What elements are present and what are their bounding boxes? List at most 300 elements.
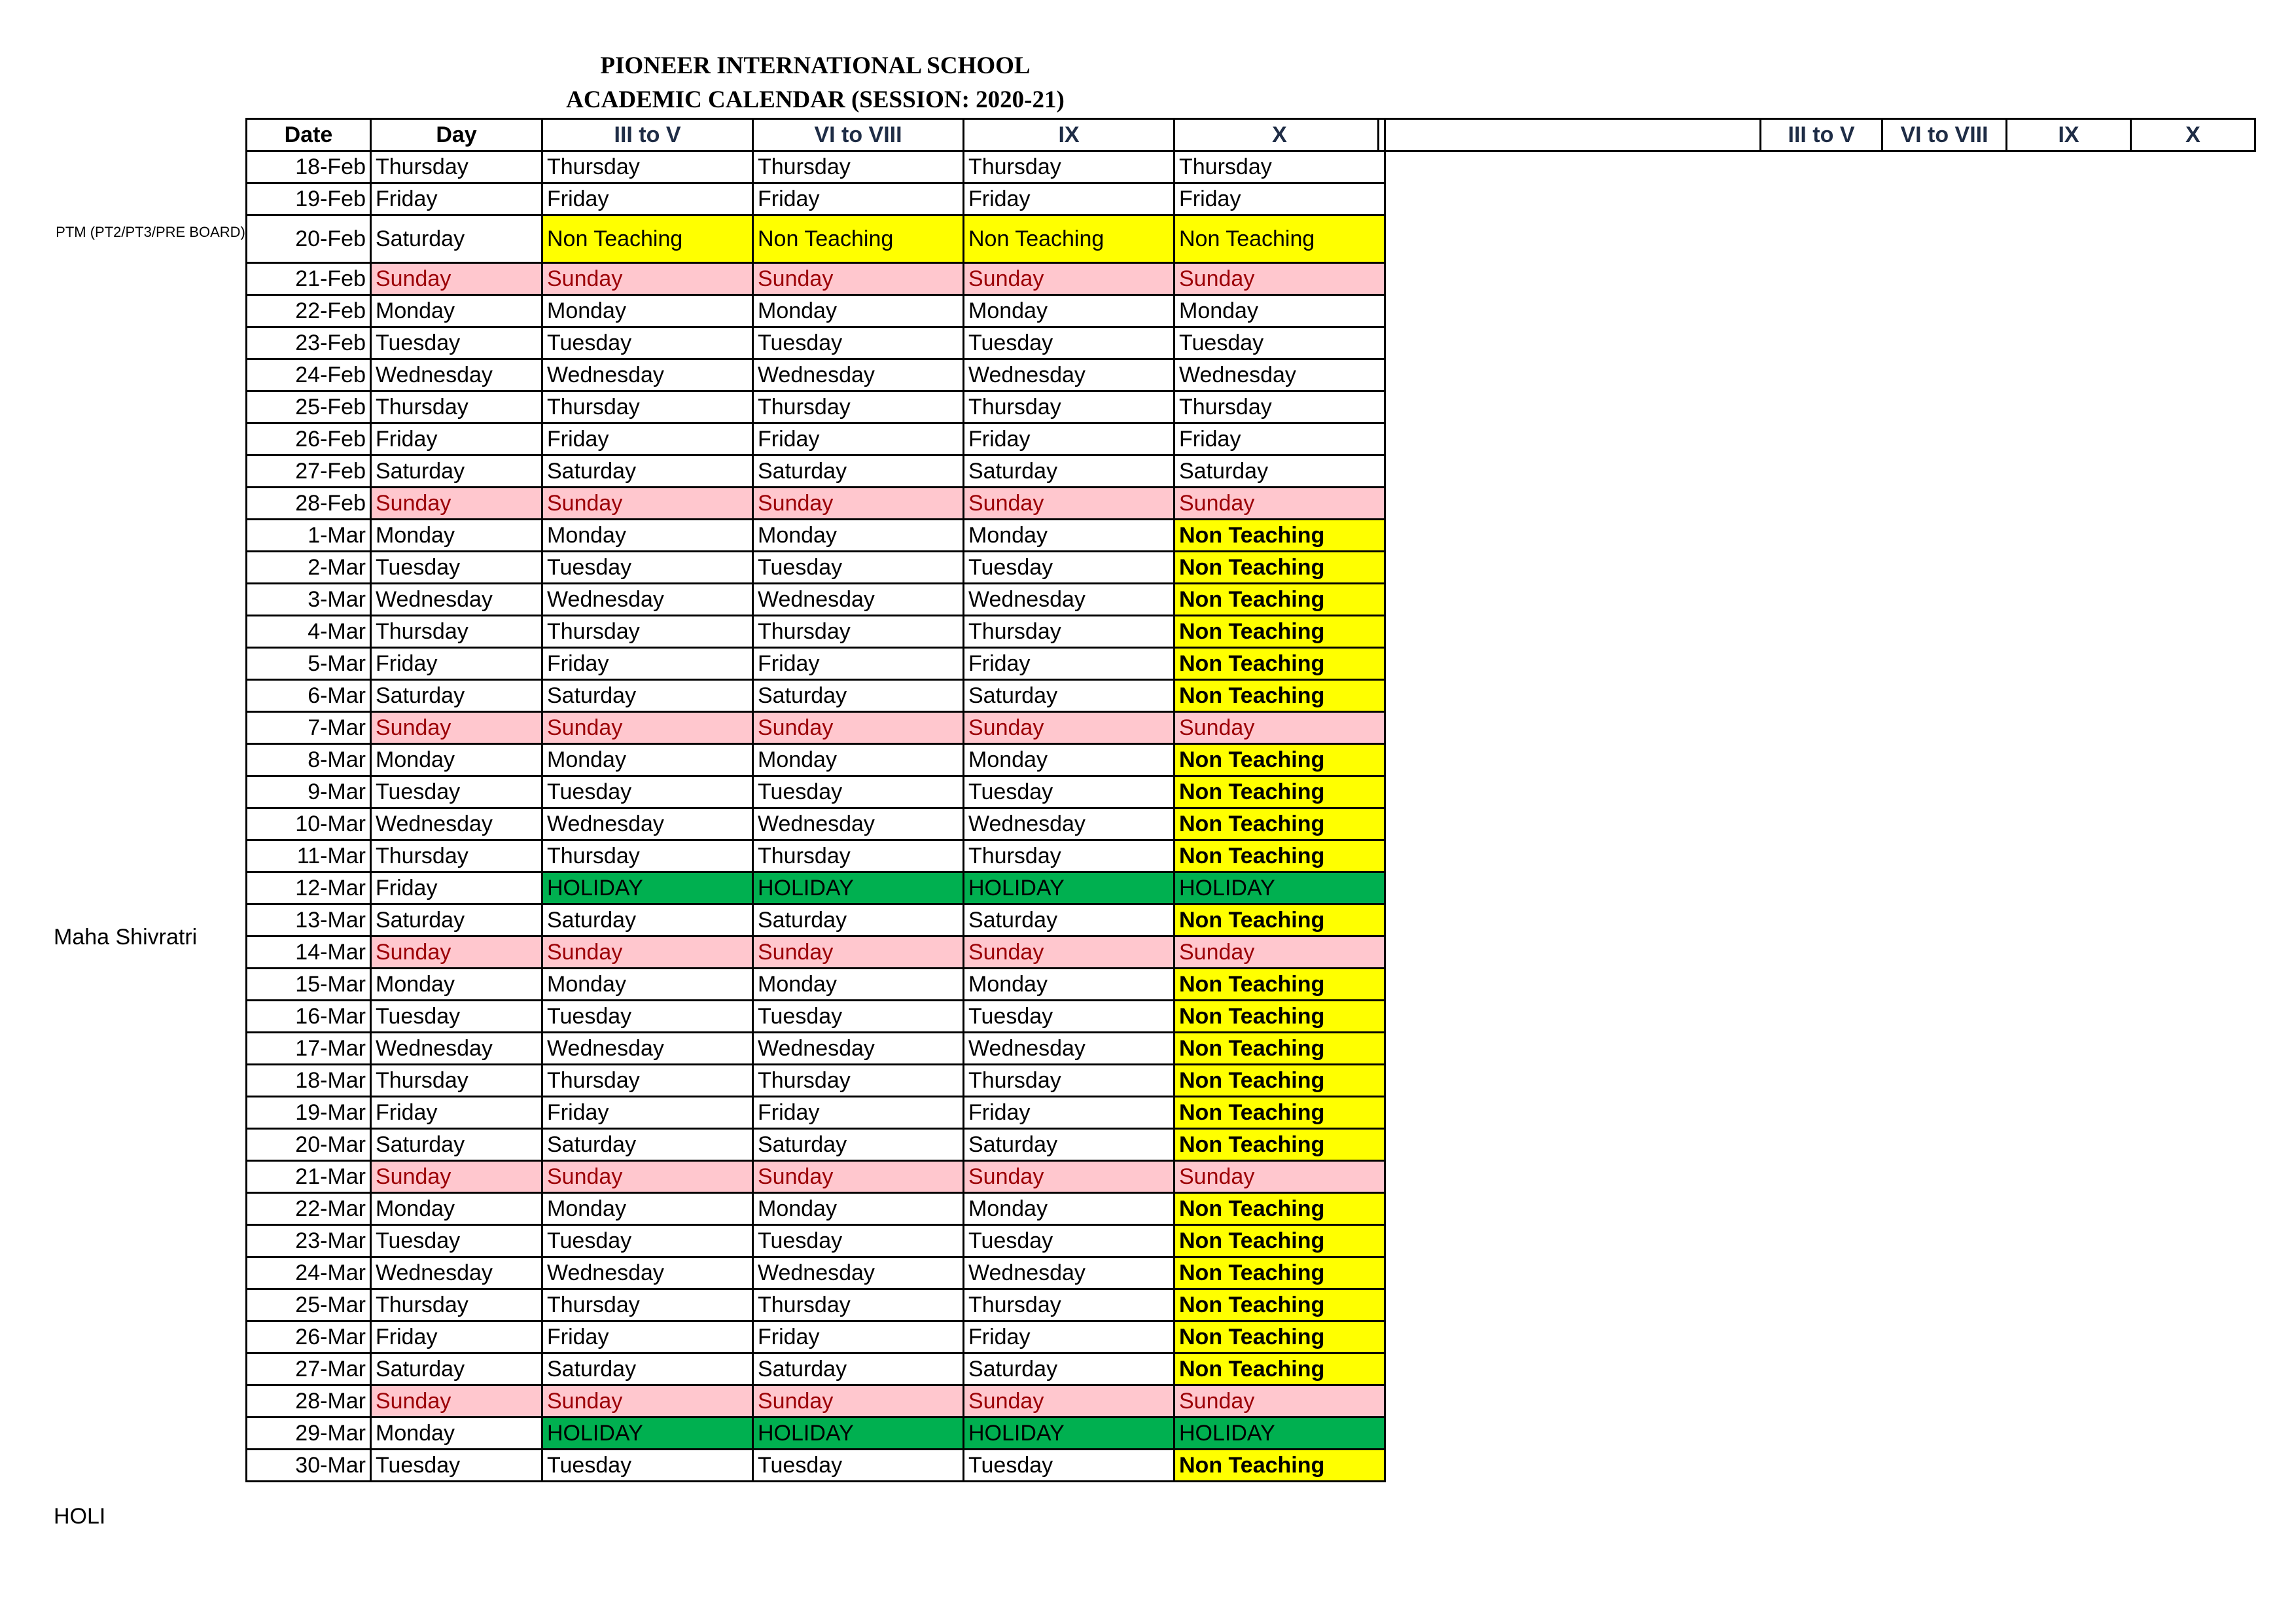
cell-date: 27-Mar <box>247 1353 371 1385</box>
cell-date: 17-Mar <box>247 1033 371 1065</box>
cell-ix: Non Teaching <box>964 215 1174 263</box>
cell-x: HOLIDAY <box>1174 872 1385 904</box>
cell-iii-to-v: Wednesday <box>542 584 753 616</box>
cell-iii-to-v: Sunday <box>542 1161 753 1193</box>
cell-ix: Tuesday <box>964 776 1174 808</box>
cell-date: 26-Mar <box>247 1321 371 1353</box>
cell-x: Non Teaching <box>1174 840 1385 872</box>
table-row <box>247 455 1385 488</box>
cell-x: Monday <box>1174 295 1385 327</box>
cell-vi-to-viii: Sunday <box>753 936 964 969</box>
cell-ix: HOLIDAY <box>964 1418 1174 1450</box>
cell-date: 26-Feb <box>247 423 371 455</box>
cell-date: 25-Mar <box>247 1289 371 1321</box>
table-row <box>247 1193 1385 1225</box>
cell-x: Friday <box>1174 423 1385 455</box>
table-row <box>247 1129 1385 1161</box>
cell-date: 5-Mar <box>247 648 371 680</box>
cell-iii-to-v: Saturday <box>542 680 753 712</box>
cell-ix: Thursday <box>964 1065 1174 1097</box>
cell-day: Sunday <box>371 936 542 969</box>
table-row <box>247 1289 1385 1321</box>
cell-x: Non Teaching <box>1174 1289 1385 1321</box>
cell-ix: Thursday <box>964 616 1174 648</box>
table-row <box>247 327 1385 359</box>
cell-vi-to-viii: Non Teaching <box>753 215 964 263</box>
side-header-row <box>1379 119 2255 151</box>
cell-vi-to-viii: Sunday <box>753 712 964 744</box>
cell-ix: Thursday <box>964 840 1174 872</box>
table-row <box>247 1097 1385 1129</box>
cell-ix: Thursday <box>964 1289 1174 1321</box>
cell-ix: Wednesday <box>964 1033 1174 1065</box>
cell-day: Sunday <box>371 1385 542 1418</box>
cell-day: Thursday <box>371 391 542 423</box>
cell-iii-to-v: Saturday <box>542 904 753 936</box>
cell-date: 9-Mar <box>247 776 371 808</box>
cell-iii-to-v: Thursday <box>542 151 753 183</box>
side-header-blank <box>1379 119 1761 151</box>
cell-x: Non Teaching <box>1174 584 1385 616</box>
col-header-x: X <box>1174 119 1385 151</box>
col-header-iii-to-v: III to V <box>542 119 753 151</box>
cell-day: Monday <box>371 1193 542 1225</box>
col-header-ix: IX <box>964 119 1174 151</box>
remark-ptm: PTM (PT2/PT3/PRE BOARD) <box>56 224 245 240</box>
cell-day: Saturday <box>371 455 542 488</box>
cell-date: 29-Mar <box>247 1418 371 1450</box>
cell-ix: Friday <box>964 1321 1174 1353</box>
cell-vi-to-viii: Wednesday <box>753 1257 964 1289</box>
cell-iii-to-v: Sunday <box>542 1385 753 1418</box>
cell-iii-to-v: Monday <box>542 520 753 552</box>
cell-x: Non Teaching <box>1174 969 1385 1001</box>
cell-date: 18-Mar <box>247 1065 371 1097</box>
cell-ix: Tuesday <box>964 1450 1174 1482</box>
table-row <box>247 1257 1385 1289</box>
cell-day: Sunday <box>371 263 542 295</box>
cell-iii-to-v: Saturday <box>542 455 753 488</box>
cell-vi-to-viii: Wednesday <box>753 584 964 616</box>
cell-ix: Sunday <box>964 1161 1174 1193</box>
cell-day: Tuesday <box>371 552 542 584</box>
cell-date: 28-Mar <box>247 1385 371 1418</box>
cell-vi-to-viii: Tuesday <box>753 1001 964 1033</box>
table-row <box>247 1385 1385 1418</box>
table-row <box>247 1001 1385 1033</box>
cell-vi-to-viii: Tuesday <box>753 776 964 808</box>
cell-x: Non Teaching <box>1174 1097 1385 1129</box>
table-row <box>247 263 1385 295</box>
cell-date: 13-Mar <box>247 904 371 936</box>
cell-x: Sunday <box>1174 263 1385 295</box>
cell-day: Tuesday <box>371 1225 542 1257</box>
cell-day: Thursday <box>371 1289 542 1321</box>
cell-date: 24-Feb <box>247 359 371 391</box>
cell-day: Saturday <box>371 680 542 712</box>
cell-day: Wednesday <box>371 1257 542 1289</box>
cell-day: Monday <box>371 969 542 1001</box>
cell-x: Thursday <box>1174 391 1385 423</box>
cell-vi-to-viii: Wednesday <box>753 359 964 391</box>
cell-iii-to-v: Wednesday <box>542 359 753 391</box>
cell-x: Sunday <box>1174 1385 1385 1418</box>
cell-day: Friday <box>371 648 542 680</box>
side-header-table <box>1377 118 2256 152</box>
cell-vi-to-viii: Saturday <box>753 1129 964 1161</box>
cell-ix: Tuesday <box>964 327 1174 359</box>
cell-ix: Sunday <box>964 263 1174 295</box>
side-header-vi-to-viii: VI to VIII <box>1882 119 2007 151</box>
cell-vi-to-viii: Monday <box>753 969 964 1001</box>
cell-x: Non Teaching <box>1174 1353 1385 1385</box>
cell-vi-to-viii: Friday <box>753 648 964 680</box>
cell-date: 4-Mar <box>247 616 371 648</box>
cell-vi-to-viii: Monday <box>753 295 964 327</box>
cell-x: Non Teaching <box>1174 1225 1385 1257</box>
cell-x: Tuesday <box>1174 327 1385 359</box>
cell-date: 23-Mar <box>247 1225 371 1257</box>
table-row <box>247 1321 1385 1353</box>
cell-x: Non Teaching <box>1174 1001 1385 1033</box>
cell-date: 23-Feb <box>247 327 371 359</box>
cell-vi-to-viii: Wednesday <box>753 1033 964 1065</box>
cell-day: Monday <box>371 1418 542 1450</box>
table-row <box>247 423 1385 455</box>
cell-iii-to-v: Thursday <box>542 616 753 648</box>
cell-ix: Saturday <box>964 455 1174 488</box>
cell-ix: Monday <box>964 744 1174 776</box>
cell-x: Non Teaching <box>1174 776 1385 808</box>
cell-iii-to-v: Friday <box>542 423 753 455</box>
cell-ix: Tuesday <box>964 1001 1174 1033</box>
cell-x: Non Teaching <box>1174 616 1385 648</box>
cell-vi-to-viii: Tuesday <box>753 1450 964 1482</box>
cell-day: Wednesday <box>371 584 542 616</box>
cell-ix: Sunday <box>964 1385 1174 1418</box>
cell-iii-to-v: Thursday <box>542 1289 753 1321</box>
cell-date: 12-Mar <box>247 872 371 904</box>
table-row <box>247 969 1385 1001</box>
cell-day: Saturday <box>371 1353 542 1385</box>
cell-date: 6-Mar <box>247 680 371 712</box>
cell-iii-to-v: Sunday <box>542 936 753 969</box>
page-title: PIONEER INTERNATIONAL SCHOOL <box>600 52 1031 79</box>
cell-iii-to-v: Tuesday <box>542 776 753 808</box>
cell-day: Monday <box>371 295 542 327</box>
cell-iii-to-v: Thursday <box>542 1065 753 1097</box>
cell-day: Thursday <box>371 840 542 872</box>
cell-day: Wednesday <box>371 1033 542 1065</box>
side-header-ix: IX <box>2007 119 2131 151</box>
cell-x: Sunday <box>1174 1161 1385 1193</box>
cell-iii-to-v: Wednesday <box>542 808 753 840</box>
table-row <box>247 391 1385 423</box>
cell-x: Non Teaching <box>1174 808 1385 840</box>
cell-day: Saturday <box>371 904 542 936</box>
cell-ix: Monday <box>964 295 1174 327</box>
cell-day: Sunday <box>371 712 542 744</box>
cell-x: Non Teaching <box>1174 680 1385 712</box>
cell-date: 18-Feb <box>247 151 371 183</box>
cell-vi-to-viii: Monday <box>753 744 964 776</box>
table-row <box>247 648 1385 680</box>
cell-vi-to-viii: Wednesday <box>753 808 964 840</box>
table-row <box>247 936 1385 969</box>
cell-vi-to-viii: Friday <box>753 183 964 215</box>
cell-x: Non Teaching <box>1174 1321 1385 1353</box>
table-row <box>247 680 1385 712</box>
table-row <box>247 1418 1385 1450</box>
cell-day: Tuesday <box>371 776 542 808</box>
cell-ix: Friday <box>964 423 1174 455</box>
cell-day: Tuesday <box>371 327 542 359</box>
cell-iii-to-v: HOLIDAY <box>542 1418 753 1450</box>
cell-ix: Friday <box>964 648 1174 680</box>
cell-vi-to-viii: Tuesday <box>753 1225 964 1257</box>
cell-x: Saturday <box>1174 455 1385 488</box>
table-row <box>247 584 1385 616</box>
table-row <box>247 1353 1385 1385</box>
cell-vi-to-viii: Friday <box>753 423 964 455</box>
cell-x: Non Teaching <box>1174 1065 1385 1097</box>
cell-x: Non Teaching <box>1174 1450 1385 1482</box>
col-header-vi-to-viii: VI to VIII <box>753 119 964 151</box>
table-row <box>247 1033 1385 1065</box>
cell-day: Thursday <box>371 1065 542 1097</box>
table-row <box>247 744 1385 776</box>
cell-day: Monday <box>371 744 542 776</box>
cell-day: Sunday <box>371 488 542 520</box>
cell-day: Tuesday <box>371 1450 542 1482</box>
table-row <box>247 151 1385 183</box>
cell-date: 3-Mar <box>247 584 371 616</box>
table-row <box>247 1065 1385 1097</box>
cell-iii-to-v: Friday <box>542 1321 753 1353</box>
cell-x: Non Teaching <box>1174 1033 1385 1065</box>
table-row <box>247 872 1385 904</box>
table-row <box>247 295 1385 327</box>
cell-day: Tuesday <box>371 1001 542 1033</box>
cell-iii-to-v: Sunday <box>542 488 753 520</box>
remark-maha-shivratri: Maha Shivratri <box>54 925 198 950</box>
cell-date: 16-Mar <box>247 1001 371 1033</box>
cell-day: Wednesday <box>371 808 542 840</box>
cell-date: 15-Mar <box>247 969 371 1001</box>
cell-vi-to-viii: HOLIDAY <box>753 1418 964 1450</box>
cell-iii-to-v: Monday <box>542 1193 753 1225</box>
cell-iii-to-v: Sunday <box>542 263 753 295</box>
cell-vi-to-viii: Thursday <box>753 1065 964 1097</box>
cell-iii-to-v: Friday <box>542 648 753 680</box>
table-row <box>247 712 1385 744</box>
cell-iii-to-v: Tuesday <box>542 1001 753 1033</box>
cell-vi-to-viii: Thursday <box>753 391 964 423</box>
cell-vi-to-viii: Tuesday <box>753 327 964 359</box>
cell-x: Non Teaching <box>1174 904 1385 936</box>
cell-x: Non Teaching <box>1174 552 1385 584</box>
table-row <box>247 1450 1385 1482</box>
cell-day: Friday <box>371 183 542 215</box>
cell-ix: Thursday <box>964 391 1174 423</box>
cell-date: 22-Feb <box>247 295 371 327</box>
cell-date: 27-Feb <box>247 455 371 488</box>
cell-day: Friday <box>371 872 542 904</box>
cell-date: 20-Feb <box>247 215 371 263</box>
cell-vi-to-viii: Tuesday <box>753 552 964 584</box>
cell-ix: Sunday <box>964 936 1174 969</box>
cell-ix: Tuesday <box>964 552 1174 584</box>
cell-ix: Tuesday <box>964 1225 1174 1257</box>
cell-iii-to-v: Monday <box>542 295 753 327</box>
table-row <box>247 904 1385 936</box>
cell-vi-to-viii: Sunday <box>753 1161 964 1193</box>
cell-vi-to-viii: Thursday <box>753 616 964 648</box>
cell-iii-to-v: Tuesday <box>542 1225 753 1257</box>
cell-vi-to-viii: Saturday <box>753 455 964 488</box>
cell-x: Sunday <box>1174 712 1385 744</box>
table-row <box>247 808 1385 840</box>
cell-ix: Sunday <box>964 488 1174 520</box>
cell-iii-to-v: Friday <box>542 1097 753 1129</box>
remark-holi: HOLI <box>54 1504 106 1529</box>
cell-iii-to-v: Monday <box>542 744 753 776</box>
cell-ix: Monday <box>964 1193 1174 1225</box>
cell-ix: Saturday <box>964 1129 1174 1161</box>
cell-ix: Monday <box>964 520 1174 552</box>
cell-date: 1-Mar <box>247 520 371 552</box>
cell-iii-to-v: Tuesday <box>542 1450 753 1482</box>
cell-vi-to-viii: Thursday <box>753 840 964 872</box>
cell-ix: Sunday <box>964 712 1174 744</box>
cell-vi-to-viii: Friday <box>753 1321 964 1353</box>
cell-x: Thursday <box>1174 151 1385 183</box>
cell-date: 14-Mar <box>247 936 371 969</box>
side-header-iii-to-v: III to V <box>1761 119 1882 151</box>
cell-date: 21-Feb <box>247 263 371 295</box>
table-row <box>247 359 1385 391</box>
cell-ix: Saturday <box>964 680 1174 712</box>
cell-vi-to-viii: HOLIDAY <box>753 872 964 904</box>
table-row <box>247 1225 1385 1257</box>
cell-iii-to-v: Non Teaching <box>542 215 753 263</box>
cell-ix: Wednesday <box>964 1257 1174 1289</box>
cell-ix: Friday <box>964 183 1174 215</box>
cell-vi-to-viii: Thursday <box>753 1289 964 1321</box>
cell-iii-to-v: Tuesday <box>542 552 753 584</box>
cell-ix: Saturday <box>964 904 1174 936</box>
cell-x: Non Teaching <box>1174 215 1385 263</box>
cell-x: HOLIDAY <box>1174 1418 1385 1450</box>
cell-day: Saturday <box>371 215 542 263</box>
cell-vi-to-viii: Saturday <box>753 904 964 936</box>
cell-vi-to-viii: Saturday <box>753 680 964 712</box>
cell-x: Non Teaching <box>1174 1193 1385 1225</box>
cell-ix: Thursday <box>964 151 1174 183</box>
cell-date: 24-Mar <box>247 1257 371 1289</box>
cell-x: Non Teaching <box>1174 1129 1385 1161</box>
cell-date: 2-Mar <box>247 552 371 584</box>
cell-day: Friday <box>371 1321 542 1353</box>
table-row <box>247 776 1385 808</box>
cell-date: 30-Mar <box>247 1450 371 1482</box>
cell-iii-to-v: Wednesday <box>542 1033 753 1065</box>
cell-date: 11-Mar <box>247 840 371 872</box>
cell-x: Non Teaching <box>1174 648 1385 680</box>
cell-iii-to-v: Wednesday <box>542 1257 753 1289</box>
cell-date: 28-Feb <box>247 488 371 520</box>
calendar-table <box>245 118 1386 1482</box>
calendar-body <box>247 151 1385 1482</box>
cell-date: 10-Mar <box>247 808 371 840</box>
cell-vi-to-viii: Sunday <box>753 263 964 295</box>
cell-date: 8-Mar <box>247 744 371 776</box>
cell-ix: Wednesday <box>964 359 1174 391</box>
cell-iii-to-v: Monday <box>542 969 753 1001</box>
cell-x: Non Teaching <box>1174 520 1385 552</box>
table-row <box>247 215 1385 263</box>
cell-ix: Friday <box>964 1097 1174 1129</box>
cell-date: 20-Mar <box>247 1129 371 1161</box>
table-row <box>247 552 1385 584</box>
col-header-day: Day <box>371 119 542 151</box>
table-row <box>247 183 1385 215</box>
cell-date: 21-Mar <box>247 1161 371 1193</box>
cell-day: Friday <box>371 423 542 455</box>
cell-ix: Wednesday <box>964 808 1174 840</box>
cell-day: Monday <box>371 520 542 552</box>
cell-iii-to-v: Friday <box>542 183 753 215</box>
table-row <box>247 1161 1385 1193</box>
table-row <box>247 520 1385 552</box>
cell-day: Saturday <box>371 1129 542 1161</box>
cell-x: Non Teaching <box>1174 744 1385 776</box>
cell-x: Sunday <box>1174 488 1385 520</box>
cell-x: Non Teaching <box>1174 1257 1385 1289</box>
col-header-date: Date <box>247 119 371 151</box>
page-subtitle: ACADEMIC CALENDAR (SESSION: 2020-21) <box>566 86 1065 113</box>
cell-iii-to-v: Saturday <box>542 1129 753 1161</box>
cell-x: Sunday <box>1174 936 1385 969</box>
header-row <box>247 119 1385 151</box>
cell-date: 19-Mar <box>247 1097 371 1129</box>
cell-iii-to-v: Thursday <box>542 840 753 872</box>
cell-date: 19-Feb <box>247 183 371 215</box>
cell-iii-to-v: Thursday <box>542 391 753 423</box>
cell-vi-to-viii: Friday <box>753 1097 964 1129</box>
cell-day: Friday <box>371 1097 542 1129</box>
cell-iii-to-v: Tuesday <box>542 327 753 359</box>
cell-x: Friday <box>1174 183 1385 215</box>
cell-vi-to-viii: Monday <box>753 520 964 552</box>
table-row <box>247 616 1385 648</box>
cell-iii-to-v: Sunday <box>542 712 753 744</box>
cell-day: Wednesday <box>371 359 542 391</box>
cell-date: 22-Mar <box>247 1193 371 1225</box>
cell-ix: Wednesday <box>964 584 1174 616</box>
cell-ix: HOLIDAY <box>964 872 1174 904</box>
cell-iii-to-v: HOLIDAY <box>542 872 753 904</box>
cell-vi-to-viii: Sunday <box>753 488 964 520</box>
cell-day: Sunday <box>371 1161 542 1193</box>
cell-ix: Monday <box>964 969 1174 1001</box>
table-row <box>247 840 1385 872</box>
cell-iii-to-v: Saturday <box>542 1353 753 1385</box>
cell-date: 7-Mar <box>247 712 371 744</box>
cell-ix: Saturday <box>964 1353 1174 1385</box>
table-row <box>247 488 1385 520</box>
cell-vi-to-viii: Sunday <box>753 1385 964 1418</box>
